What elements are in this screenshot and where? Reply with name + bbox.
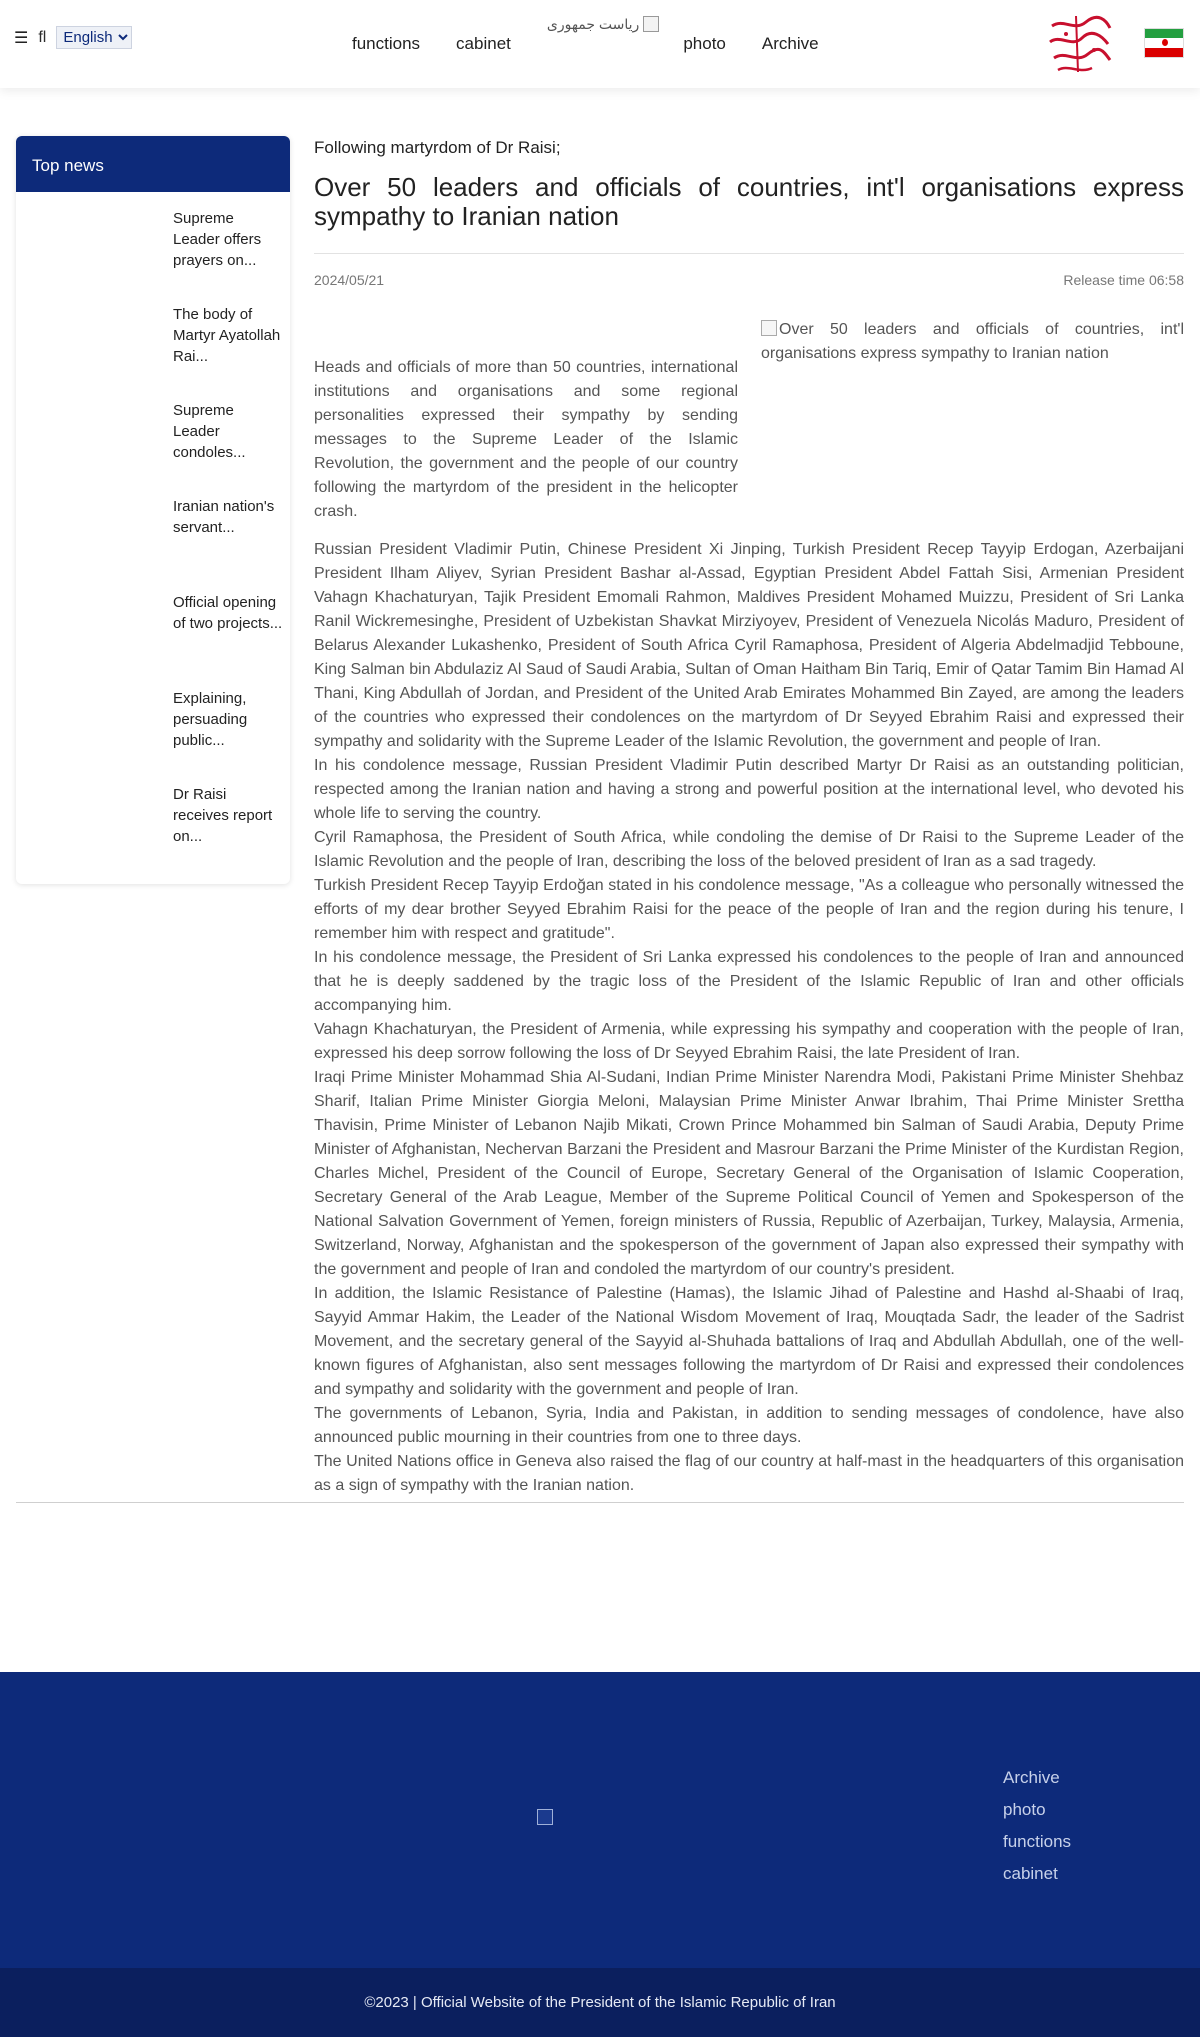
broken-image-icon [761, 320, 777, 336]
sidebar-news-item[interactable]: Supreme Leader offers prayers on... [173, 210, 262, 269]
article-paragraph: Turkish President Recep Tayyip Erdoğan stated in his condolence message, "As a colleague who personally witnessed the efforts of my dear brother Seyyed Ebrahim Raisi for the peace of the people of Iran and the region during his tenure, I remember him with respect and gratitude". [314, 877, 1184, 942]
article-date: 2024/05/21 [314, 272, 385, 288]
article-paragraph: Cyril Ramaphosa, the President of South Africa, while condoling the demise of Dr Raisi to the Supreme Leader of the Islamic Revolution and the people of Iran, describing the loss of the beloved president of Iran as a sad tragedy. [314, 829, 1184, 870]
hamburger-icon[interactable]: ☰ [14, 29, 29, 47]
broken-image-icon [643, 16, 659, 32]
footer-link-archive[interactable]: Archive [1003, 1768, 1060, 1787]
article-kicker: Following martyrdom of Dr Raisi; [314, 138, 561, 157]
sidebar-news-item[interactable]: Official opening of two projects... [173, 594, 283, 632]
brand-alt-text: ریاست جمهوری [546, 15, 640, 32]
sidebar-news-item[interactable]: Supreme Leader condoles... [173, 402, 246, 461]
article-body [314, 538, 1184, 1498]
article-meta [314, 272, 1184, 288]
iran-flag-icon [1144, 28, 1184, 58]
nav-functions[interactable]: functions [352, 34, 421, 53]
language-select[interactable] [56, 26, 132, 49]
page-main [0, 88, 1200, 1558]
article-title: Over 50 leaders and officials of countries, int'l organisations express sympathy to Iranian nation [314, 172, 1184, 231]
sidebar-news-item[interactable]: Iranian nation's servant... [173, 498, 275, 536]
article-paragraph: In his condolence message, the President of Sri Lanka expressed his condolences to the people of Iran and announced that he is deeply saddened by the tragic loss of the President of the Islamic Republic of Iran and other officials accompanying him. [314, 949, 1184, 1014]
site-footer [0, 1672, 1200, 1968]
footer-link-cabinet[interactable]: cabinet [1003, 1864, 1058, 1883]
lead-section [314, 318, 1184, 530]
article-paragraph: The governments of Lebanon, Syria, India and Pakistan, in addition to sending messages of condolence, have also announced public mourning in their countries from one to three days. [314, 1405, 1184, 1446]
nav-photo[interactable]: photo [683, 34, 726, 53]
header-utilities [14, 26, 132, 49]
article-paragraph: In addition, the Islamic Resistance of Palestine (Hamas), the Islamic Jihad of Palestine and Hashd al-Shaabi of Iraq, Sayyid Ammar Hakim, the Leader of the National Wisdom Movement of Iraq, Mouqtada Sadr, the leader of the Sadrist Movement, and the secretary general of the Sayyid al-Shuhada battalions of Iraq and Abdullah Abdullah, one of the well-known figures of Afghanistan, also sent messages following the martyrdom of Dr Raisi and expressed their condolences and sympathy and solidarity with the government and people of Iran. [314, 1285, 1184, 1398]
article-lead: Heads and officials of more than 50 countries, international institutions and organisations and some regional personalities expressed their sympathy by sending messages to the Supreme Leader of the Islamic Revolution, the government and the people of our country following the martyrdom of the president in the helicopter crash. [314, 359, 738, 520]
sidebar-news-item[interactable]: The body of Martyr Ayatollah Rai... [173, 306, 281, 365]
rtl-toggle[interactable]: fl [38, 28, 47, 46]
footer-logo-broken-image-icon[interactable] [537, 1809, 553, 1825]
sidebar-news-item[interactable]: Explaining, persuading public... [173, 690, 248, 749]
article-image-alt: Over 50 leaders and officials of countries, int'l organisations express sympathy to Iranian nation [761, 321, 1184, 362]
article-paragraph: The United Nations office in Geneva also raised the flag of our country at half-mast in the headquarters of this organisation as a sign of sympathy with the Iranian nation. [314, 1453, 1184, 1494]
footer-link-functions[interactable]: functions [1003, 1832, 1072, 1851]
copyright-bar: ©2023 | Official Website of the President of the Islamic Republic of Iran [0, 1968, 1200, 2037]
main-nav [352, 0, 855, 88]
calligraphy-logo[interactable] [1046, 12, 1114, 78]
site-header [0, 0, 1200, 88]
article-paragraph: In his condolence message, Russian President Vladimir Putin described Martyr Dr Raisi as an outstanding politician, respected among the Iranian nation and having a strong and powerful position at the international level, who devoted his whole life to serving the country. [314, 757, 1184, 822]
sidebar-heading: Top news [16, 136, 290, 192]
top-news-sidebar [16, 136, 290, 884]
brand-logo[interactable] [547, 16, 659, 33]
nav-archive[interactable]: Archive [761, 34, 819, 53]
news-article [314, 136, 1184, 1498]
footer-link-photo[interactable]: photo [1003, 1800, 1046, 1819]
content-divider [16, 1502, 1184, 1503]
nav-cabinet[interactable]: cabinet [456, 34, 511, 53]
release-time: Release time 06:58 [1063, 272, 1184, 288]
sidebar-news-item[interactable]: Dr Raisi receives report on... [173, 786, 273, 845]
article-paragraph: Vahagn Khachaturyan, the President of Armenia, while expressing his sympathy and cooperation with the people of Iran, expressed his deep sorrow following the loss of Dr Seyyed Ebrahim Raisi, the late President of Iran. [314, 1021, 1184, 1062]
article-image [761, 318, 1184, 366]
title-divider [314, 253, 1184, 254]
article-paragraph: Russian President Vladimir Putin, Chinese President Xi Jinping, Turkish President Recep Tayyip Erdogan, Azerbaijani President Ilham Aliyev, Syrian President Bashar al-Assad, Egyptian President Abdel Fattah Sisi, Armenian President Vahagn Khachaturyan, Tajik President Emomali Rahmon, Maldives President Mohamed Muizzu, President of Sri Lanka Ranil Wickremesinghe, President of Uzbekistan Shavkat Mirziyoyev, President of Venezuela Nicolás Maduro, President of Belarus Alexander Lukashenko, President of South Africa Cyril Ramaphosa, President of Algeria Abdelmadjid Tebboune, King Salman bin Abdulaziz Al Saud of Saudi Arabia, Sultan of Oman Haitham Bin Tariq, Emir of Qatar Tamim Bin Hamad Al Thani, King Abdullah of Jordan, and President of the United Arab Emirates Mohammed Bin Zayed, are among the leaders of the countries who expressed their condolences on the martyrdom of Dr Seyyed Ebrahim Raisi and expressed their sympathy and solidarity with the Supreme Leader of the Islamic Revolution, the government and people of Iran. [314, 541, 1184, 750]
article-paragraph: Iraqi Prime Minister Mohammad Shia Al-Sudani, Indian Prime Minister Narendra Modi, Pakistani Prime Minister Shehbaz Sharif, Italian Prime Minister Giorgia Meloni, Malaysian Prime Minister Anwar Ibrahim, Thai Prime Minister Srettha Thavisin, Prime Minister of Lebanon Najib Mikati, Crown Prince Mohammed bin Salman of Saudi Arabia, Deputy Prime Minister of Afghanistan, Nechervan Barzani the President and Masrour Barzani the Prime Minister of the Kurdistan Region, Charles Michel, President of the Council of Europe, Secretary General of the Organisation of Islamic Cooperation, Secretary General of the Arab League, Member of the Supreme Political Council of Yemen and Spokesperson of the National Salvation Government of Yemen, foreign ministers of Russia, Republic of Azerbaijan, Turkey, Malaysia, Armenia, Switzerland, Norway, Afghanistan and the spokesperson of the government of Japan also expressed their sympathy with the government and people of Iran and condoled the martyrdom of our country's president. [314, 1069, 1184, 1278]
footer-links [1003, 1762, 1071, 1890]
